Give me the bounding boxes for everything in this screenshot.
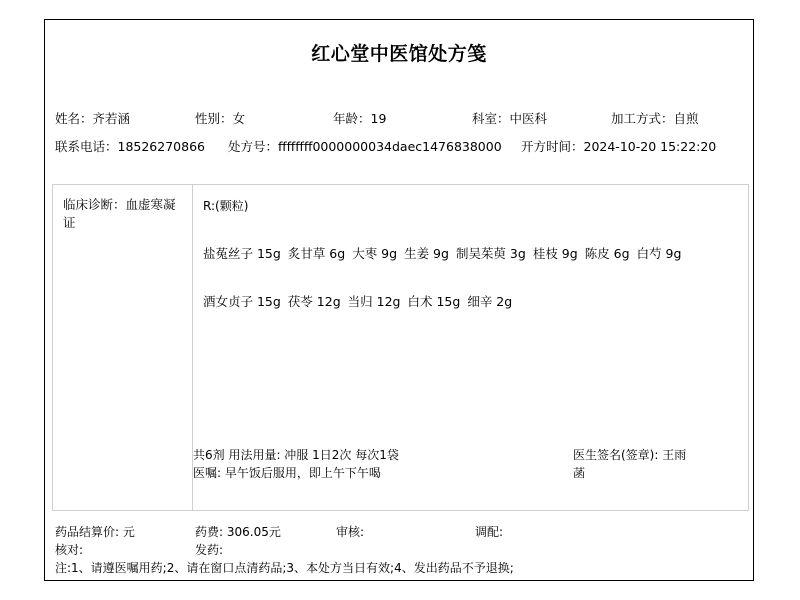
patient-name: 姓名：齐若涵 (55, 111, 131, 126)
prescription-number: 处方号：ffffffff0000000034daec1476838000 (228, 139, 502, 154)
medicine-item: 白术 15g (407, 294, 461, 309)
medicine-item: 盐菟丝子 15g (203, 246, 281, 261)
clinical-diagnosis: 临床诊断：血虚寒凝证 (63, 197, 176, 230)
prescription-sheet (44, 19, 754, 581)
department: 科室：中医科 (472, 111, 548, 126)
medicine-item: 生姜 9g (404, 246, 449, 261)
settlement-price: 药品结算价: 元 (55, 525, 135, 539)
prescription-box (52, 184, 749, 511)
medicine-item: 当归 12g (347, 294, 401, 309)
medicine-item: 细辛 2g (467, 294, 513, 309)
doctor-advice: 医嘱: 早午饭后服用，即上午下午喝 (193, 466, 381, 480)
prescription-time: 开方时间：2024-10-20 15:22:20 (521, 139, 717, 154)
medicine-item: 炙甘草 6g (287, 246, 346, 261)
medicine-item: 桂枝 9g (532, 246, 578, 261)
rx-header: R:(颗粒) (203, 199, 249, 213)
drug-fee: 药费: 306.05元 (195, 525, 281, 539)
review-field: 审核: (336, 525, 365, 539)
usage-dosage: 共6剂 用法用量: 冲服 1日2次 每次1袋 (193, 448, 399, 462)
medicine-item: 陈皮 6g (584, 246, 630, 261)
patient-gender: 性别：女 (195, 111, 246, 126)
medicine-item: 茯苓 12g (287, 294, 341, 309)
medicine-list-line-1 (203, 244, 688, 262)
processing-method: 加工方式：自煎 (611, 111, 699, 126)
usage-block (193, 446, 399, 482)
footer-note: 注:1、请遵医嘱用药;2、请在窗口点清药品;3、本处方当日有效;4、发出药品不予退换; (55, 561, 514, 575)
page-title: 红心堂中医馆处方笺 (311, 43, 487, 65)
medicine-list-line-2 (203, 292, 519, 310)
medicine-item: 大枣 9g (352, 246, 398, 261)
medicine-item: 制吴茱萸 3g (455, 246, 526, 261)
check-field: 核对: (55, 543, 84, 557)
patient-age: 年龄：19 (333, 111, 387, 126)
doctor-signature: 医生签名(签章): 王雨菡 (573, 448, 687, 480)
issue-field: 发药: (195, 543, 224, 557)
medicine-item: 酒女贞子 15g (203, 294, 281, 309)
contact-phone: 联系电话：18526270866 (55, 139, 205, 154)
dispense-adjust-field: 调配: (475, 525, 504, 539)
medicine-item: 白芍 9g (636, 246, 682, 261)
